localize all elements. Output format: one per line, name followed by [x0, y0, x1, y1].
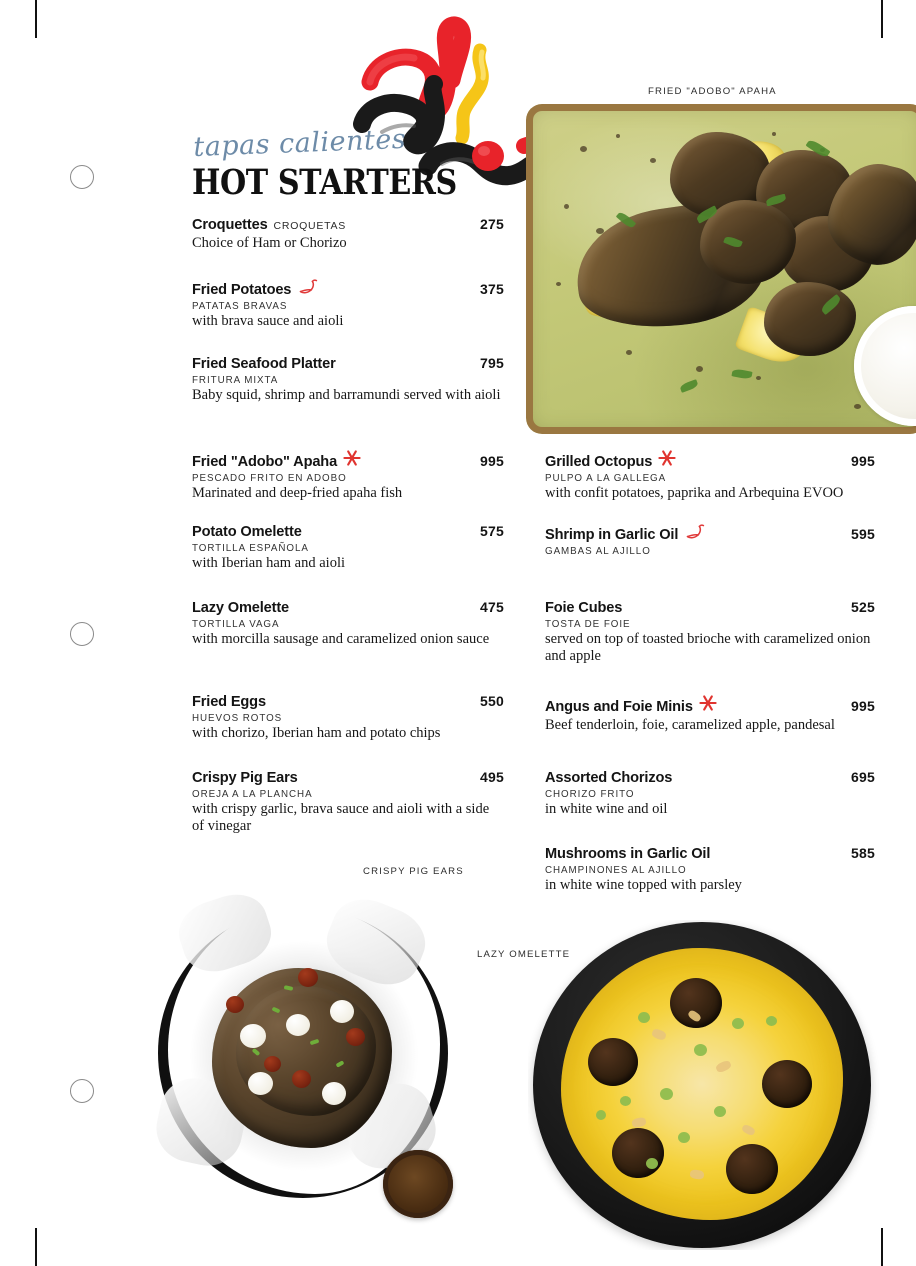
- menu-item: [192, 216, 504, 252]
- menu-item-spanish-name: OREJA A LA PLANCHA: [192, 789, 313, 800]
- signature-star-icon: [658, 449, 676, 467]
- menu-item-spanish-name: FRITURA MIXTA: [192, 375, 279, 386]
- page-subtitle-script: tapas calientes: [192, 123, 407, 163]
- menu-item-header: [192, 599, 504, 616]
- menu-item-description: with brava sauce and aioli: [192, 313, 344, 329]
- menu-item-header: [192, 355, 504, 372]
- menu-item-header: [545, 845, 875, 862]
- signature-star-icon: [699, 694, 717, 712]
- chili-icon: [684, 524, 706, 540]
- menu-item-name-group: [545, 693, 843, 715]
- menu-item-header: [192, 769, 504, 786]
- menu-item-description: in white wine topped with parsley: [545, 877, 742, 893]
- menu-item: [192, 278, 504, 330]
- menu-item-description: with morcilla sausage and caramelized onion sauce: [192, 631, 490, 647]
- menu-item-spanish-name: PESCADO FRITO EN ADOBO: [192, 473, 347, 484]
- menu-column-right: [545, 444, 875, 924]
- menu-item-name: Croquettes: [192, 217, 268, 233]
- red-paint-blob-icon: [472, 141, 504, 171]
- menu-item-name-group: [192, 356, 472, 372]
- menu-item-spanish-name: TOSTA DE FOIE: [545, 619, 631, 630]
- menu-item-name: Fried Potatoes: [192, 282, 292, 298]
- menu-item-name: Fried "Adobo" Apaha: [192, 454, 338, 470]
- menu-item-price: 375: [480, 281, 504, 297]
- menu-item-header: [545, 448, 875, 470]
- menu-item: [545, 523, 875, 557]
- menu-item-name: Grilled Octopus: [545, 454, 653, 470]
- menu-item-name: Assorted Chorizos: [545, 770, 673, 786]
- menu-item-name-group: [192, 448, 472, 470]
- menu-item-header: [192, 448, 504, 470]
- menu-item-price: 495: [480, 769, 504, 785]
- menu-item-spanish-name: CHAMPINONES AL AJILLO: [545, 865, 687, 876]
- chili-icon: [297, 279, 319, 295]
- menu-item-header: [192, 693, 504, 710]
- menu-item: [192, 448, 504, 502]
- menu-item-header: [192, 523, 504, 540]
- menu-item-name: Lazy Omelette: [192, 600, 289, 616]
- menu-item-price: 995: [480, 453, 504, 469]
- menu-item-name-group: [545, 448, 843, 470]
- menu-item: [545, 599, 875, 665]
- menu-item-price: 995: [851, 453, 875, 469]
- menu-item-name-group: [192, 770, 472, 786]
- menu-item-name-group: [192, 524, 472, 540]
- menu-item-name: Fried Eggs: [192, 694, 266, 710]
- menu-item: [192, 769, 504, 835]
- menu-item-description: with confit potatoes, paprika and Arbequina EVOO: [545, 485, 844, 501]
- menu-item-description: with crispy garlic, brava sauce and aioli with a side of vinegar: [192, 801, 490, 834]
- menu-item-header: [545, 599, 875, 616]
- menu-item-name-group: [545, 846, 843, 862]
- menu-item-header: [545, 523, 875, 543]
- menu-item-price: 695: [851, 769, 875, 785]
- menu-item-name-group: [545, 770, 843, 786]
- menu-item-spanish-name: TORTILLA VAGA: [192, 619, 280, 630]
- menu-item: [545, 693, 875, 734]
- menu-item-header: [192, 216, 504, 233]
- menu-item-description: Marinated and deep-fried apaha fish: [192, 485, 403, 501]
- crop-mark-top-left-vertical: [35, 0, 37, 38]
- menu-item-name-group: [192, 600, 472, 616]
- crop-mark-bottom-right-vertical: [881, 1228, 883, 1266]
- menu-item-name-group: [192, 694, 472, 710]
- caption-crispy-pig-ears: CRISPY PIG EARS: [363, 866, 464, 877]
- photo-crispy-pig-ears: [140, 890, 470, 1230]
- crop-mark-bottom-left-vertical: [35, 1228, 37, 1266]
- menu-item: [192, 599, 504, 648]
- menu-item-description: Baby squid, shrimp and barramundi served with aioli: [192, 387, 501, 403]
- page-title: HOT STARTERS: [192, 162, 457, 203]
- menu-item-name-group: [192, 217, 472, 233]
- menu-item-name: Shrimp in Garlic Oil: [545, 527, 679, 543]
- menu-item-price: 795: [480, 355, 504, 371]
- menu-item-name: Crispy Pig Ears: [192, 770, 298, 786]
- menu-item-description: Choice of Ham or Chorizo: [192, 235, 347, 251]
- menu-item: [545, 448, 875, 502]
- menu-item: [192, 693, 504, 742]
- menu-item-price: 525: [851, 599, 875, 615]
- menu-item-header: [192, 278, 504, 298]
- menu-item-name: Potato Omelette: [192, 524, 302, 540]
- menu-item-price: 275: [480, 216, 504, 232]
- vinegar-dipping-bowl: [383, 1150, 453, 1218]
- menu-item-spanish-name: CHORIZO FRITO: [545, 789, 635, 800]
- menu-item-price: 595: [851, 526, 875, 542]
- menu-item-price: 575: [480, 523, 504, 539]
- punch-hole-top: [70, 165, 94, 189]
- menu-item-description: served on top of toasted brioche with caramelized onion and apple: [545, 631, 871, 664]
- menu-item-name-group: [192, 278, 472, 298]
- menu-item-description: Beef tenderloin, foie, caramelized apple, pandesal: [545, 717, 835, 733]
- menu-item-spanish-name-inline: CROQUETAS: [273, 220, 347, 232]
- caption-fried-adobo-apaha: FRIED "ADOBO" APAHA: [648, 86, 777, 97]
- photo-lazy-omelette: [528, 920, 880, 1250]
- caption-lazy-omelette: LAZY OMELETTE: [477, 949, 571, 960]
- menu-item-spanish-name: PULPO A LA GALLEGA: [545, 473, 667, 484]
- menu-item-name: Angus and Foie Minis: [545, 699, 693, 715]
- menu-item-description: with Iberian ham and aioli: [192, 555, 346, 571]
- menu-item-spanish-name: GAMBAS AL AJILLO: [545, 546, 651, 557]
- menu-item-price: 550: [480, 693, 504, 709]
- crop-mark-top-right-vertical: [881, 0, 883, 38]
- menu-item-name: Mushrooms in Garlic Oil: [545, 846, 711, 862]
- menu-item-price: 585: [851, 845, 875, 861]
- menu-item: [545, 845, 875, 894]
- menu-item: [545, 769, 875, 818]
- menu-item-name: Foie Cubes: [545, 600, 623, 616]
- menu-item-header: [545, 693, 875, 715]
- menu-item-spanish-name: TORTILLA ESPAÑOLA: [192, 543, 309, 554]
- menu-item-price: 995: [851, 698, 875, 714]
- menu-item-description: in white wine and oil: [545, 801, 668, 817]
- menu-column-left: [192, 216, 504, 856]
- menu-item-price: 475: [480, 599, 504, 615]
- menu-item: [192, 523, 504, 572]
- menu-item: [192, 355, 504, 404]
- menu-item-description: with chorizo, Iberian ham and potato chips: [192, 725, 441, 741]
- punch-hole-middle: [70, 622, 94, 646]
- signature-star-icon: [343, 449, 361, 467]
- menu-item-name-group: [545, 523, 843, 543]
- menu-item-header: [545, 769, 875, 786]
- punch-hole-bottom: [70, 1079, 94, 1103]
- menu-item-name: Fried Seafood Platter: [192, 356, 336, 372]
- menu-item-spanish-name: HUEVOS ROTOS: [192, 713, 283, 724]
- menu-item-name-group: [545, 600, 843, 616]
- menu-item-spanish-name: PATATAS BRAVAS: [192, 301, 288, 312]
